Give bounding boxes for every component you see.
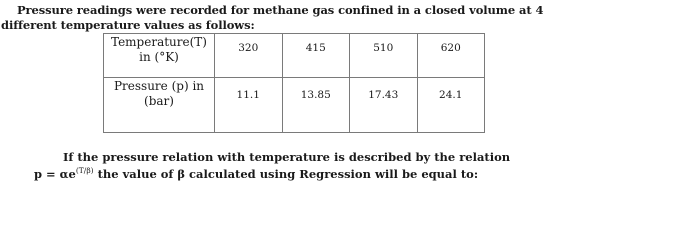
temperature-cell: 320 [215,34,283,78]
intro-line-1: Pressure readings were recorded for methane gas confined in a closed volume at 4 [17,3,544,17]
intro-line-2: different temperature values as follows: [1,18,255,32]
pressure-cell: 17.43 [350,78,418,133]
question-line-2-text: the value of β calculated using Regression will be equal to: [93,167,479,181]
question-line-1: If the pressure relation with temperature is described by the relation [63,150,511,164]
formula-exponent: (T/β) [75,166,94,176]
temperature-row [104,34,485,78]
question [0,149,700,183]
pressure-cell: 11.1 [215,78,283,133]
pressure-cell: 24.1 [417,78,485,133]
question-line-2 [0,166,700,183]
pressure-cell: 13.85 [282,78,350,133]
temperature-cell: 510 [350,34,418,78]
pressure-header-line-1: Pressure (p) in [113,79,205,93]
data-table [103,33,485,133]
temperature-header-line-2: in (°K) [139,50,179,64]
temperature-header-line-1: Temperature(T) [111,35,207,49]
pressure-header-line-2: (bar) [144,94,174,108]
problem-intro [0,3,700,33]
formula-base: p = αe [34,167,76,181]
temperature-cell: 415 [282,34,350,78]
pressure-header [104,78,215,133]
temperature-header [104,34,215,78]
pressure-row [104,78,485,133]
temperature-cell: 620 [417,34,485,78]
